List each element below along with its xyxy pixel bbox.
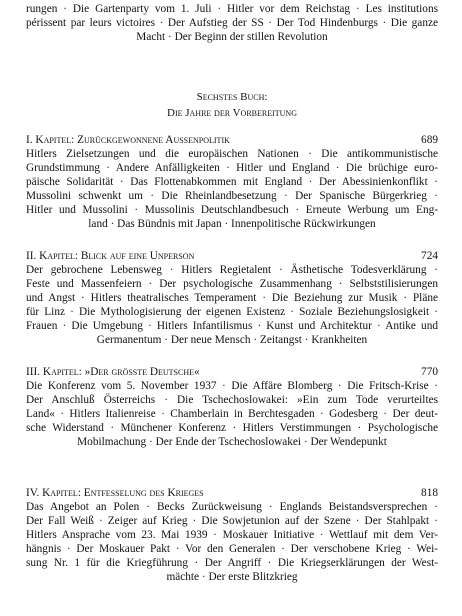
chapter-title: IV. Kapitel: Entfesselung des Krieges	[26, 487, 204, 499]
chapter-line: Der Anschluß Österreichs · Die Tschechoslowakei: »Ein zum Tode verurteiltes	[26, 394, 438, 406]
chapter-line: Mussolini schwenkt um · Die Rheinlandbesetzung · Der Spanische Bürgerkrieg ·	[26, 190, 438, 202]
continuation-line: Macht · Der Beginn der stillen Revolution	[136, 31, 328, 43]
chapter-page-number: 724	[421, 250, 438, 262]
chapter-page-number: 689	[421, 134, 438, 146]
chapter-line: päische Solidarität · Das Flottenabkommen mit England · Der Abessinienkonflikt ·	[26, 176, 438, 188]
chapter-title: III. Kapitel: »Der grösste Deutsche«	[26, 366, 200, 378]
chapter-heading	[26, 249, 438, 263]
chapter-line: Der Fall Weiß · Zeiger auf Krieg · Die Sowjetunion auf der Szene · Der Stahlpakt ·	[26, 515, 438, 527]
chapter-line: Der gebrochene Lebensweg · Hitlers Regietalent · Ästhetische Todesverklärung ·	[26, 264, 438, 276]
chapter-line: Das Angebot an Polen · Becks Zurückweisung · Englands Beistandsversprechen ·	[26, 501, 438, 513]
chapter-line: Hitlers Ansprache vom 23. Mai 1939 · Moskauer Initiative · Wettlauf mit dem Ver-	[26, 529, 438, 541]
chapter-title: I. Kapitel: Zurückgewonnene Aussenpolitik	[26, 134, 230, 146]
chapter-line: Land« · Hitlers Italienreise · Chamberlain in Berchtesgaden · Godesberg · Der deut-	[26, 408, 438, 420]
chapter-heading	[26, 486, 438, 500]
chapter-line: Die Konferenz vom 5. November 1937 · Die Affäre Blomberg · Die Fritsch-Krise ·	[26, 380, 438, 392]
chapter-page-number: 770	[421, 366, 438, 378]
chapter-line: Mobilmachung · Der Ende der Tschechoslowakei · Der Wendepunkt	[77, 436, 387, 448]
chapter-line: land · Das Bündnis mit Japan · Innenpolitische Rückwirkungen	[88, 218, 376, 230]
chapter-line: Frauen · Die Umgebung · Hitlers Infantilismus · Kunst und Architektur · Antike und	[26, 320, 438, 332]
continuation-line: rungen · Die Gartenparty vom 1. Juli · Hitler vor dem Reichstag · Les institutions	[26, 3, 438, 15]
chapter-line: Hitler und Mussolini · Mussolinis Deutschlandbesuch · Erneute Werbung um Eng-	[26, 204, 438, 216]
chapter-line: Germanentum · Der neue Mensch · Zeitangst · Krankheiten	[96, 334, 368, 346]
chapter-page-number: 818	[421, 487, 438, 499]
chapter-line: Hitlers Zielsetzungen und die europäischen Nationen · Die antikommunistische	[26, 148, 438, 160]
chapter-line: und Angst · Hitlers theatralisches Temperament · Die Beziehung zur Musik · Pläne	[26, 292, 438, 304]
chapter-line: für Linz · Die Mythologisierung der eigenen Existenz · Soziale Beziehungslosigkeit ·	[26, 306, 438, 318]
chapter-line: Grundstimmung · Andere Anfälligkeiten · Hitler und England · Die brüchige euro-	[26, 162, 438, 174]
chapter-line: Feste und Massenfeiern · Der psychologische Zusammenhang · Selbststilisierungen	[26, 278, 438, 290]
book-subtitle: Die Jahre der Vorbereitung	[167, 107, 297, 119]
chapter-title: II. Kapitel: Blick auf eine Unperson	[26, 250, 195, 262]
chapter-heading	[26, 133, 438, 147]
chapter-heading	[26, 365, 438, 379]
continuation-line: périssent par leurs victoires · Der Aufstieg der SS · Der Tod Hindenburgs · Die ganze	[26, 17, 438, 29]
chapter-line: hängnis · Der Moskauer Pakt · Vor den Generalen · Der verschobene Krieg · Wei-	[26, 543, 438, 555]
chapter-line: mächte · Der erste Blitzkrieg	[166, 571, 298, 583]
chapter-line: sche Widerstand · Münchener Konferenz · Hitlers Verstimmungen · Psychologische	[26, 422, 438, 434]
book-title: Sechstes Buch:	[196, 91, 268, 103]
chapter-line: sung Nr. 1 für die Kriegführung · Der Angriff · Die Kriegserklärungen der West-	[26, 557, 438, 569]
